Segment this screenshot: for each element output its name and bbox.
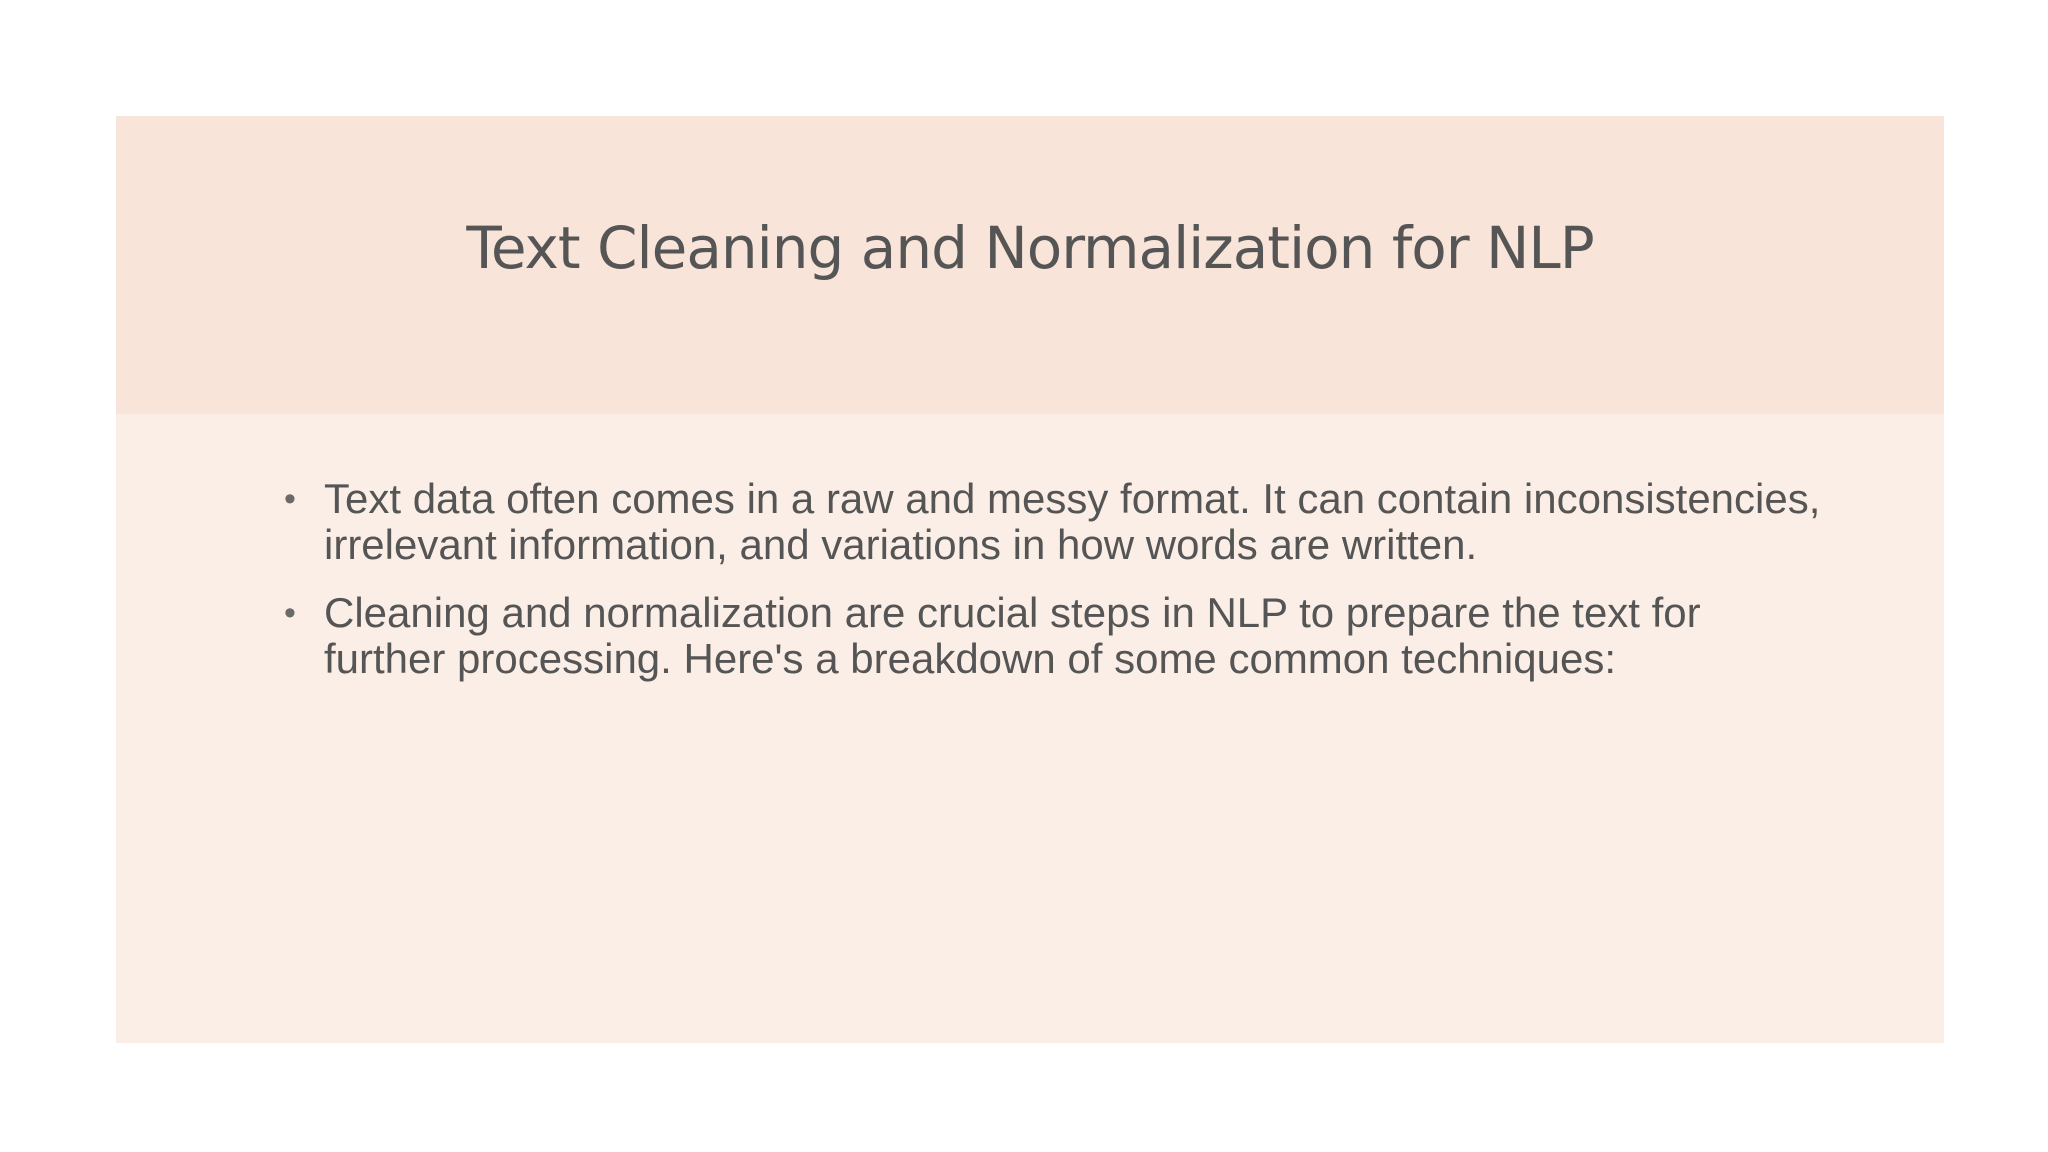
- slide-title: Text Cleaning and Normalization for NLP: [466, 214, 1594, 282]
- bullet-list: [284, 476, 1824, 704]
- bullet-text-1: Text data often comes in a raw and messy format. It can contain inconsistencies, irrelevant information, and variations in how words are written.: [324, 475, 1821, 568]
- bullet-icon: •: [284, 480, 296, 518]
- slide: [116, 116, 1944, 1043]
- title-band: [116, 116, 1944, 414]
- bullet-item-2: [284, 590, 1824, 682]
- bullet-text-2: Cleaning and normalization are crucial steps in NLP to prepare the text for further processing. Here's a breakdown of some common techniques:: [324, 589, 1701, 682]
- bullet-item-1: [284, 476, 1824, 568]
- bullet-icon: •: [284, 594, 296, 632]
